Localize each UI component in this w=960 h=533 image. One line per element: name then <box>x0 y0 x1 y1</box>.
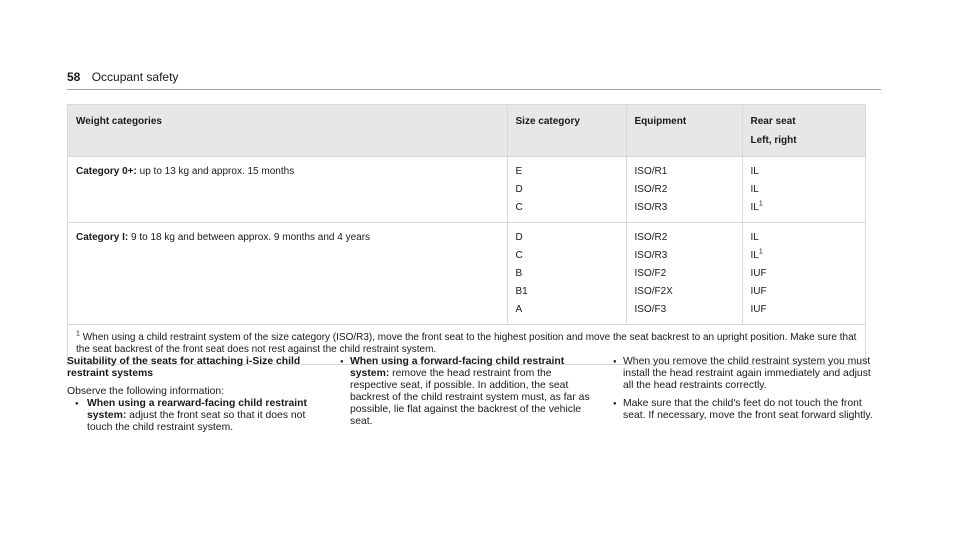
bullet-list <box>603 356 873 422</box>
bullet-lead: When using a forward-facing child restraint system: <box>350 356 565 379</box>
size-value: E <box>515 166 523 177</box>
size-value: B <box>515 268 523 279</box>
header-equipment: Equipment <box>626 105 742 157</box>
page-number: 58 <box>67 70 81 84</box>
rear-value: IL <box>750 232 759 243</box>
size-value: A <box>515 304 523 315</box>
bullet-lead: When using a rearward-facing child restraint system: <box>87 398 307 421</box>
category-text: up to 13 kg and approx. 15 months <box>136 166 295 177</box>
size-value: D <box>515 232 523 243</box>
table-row <box>68 157 865 223</box>
rear-value: IL <box>750 184 759 195</box>
equipment-value: ISO/R2 <box>634 184 668 195</box>
equipment-value: ISO/R2 <box>634 232 668 243</box>
footnote-text: When using a child restraint system of the size category (ISO/R3), move the front seat to the highest position and move the seat backrest to an upright position. Make sure that the seat backrest of the front seat does not rest against the child restraint system. <box>76 332 857 355</box>
page-header <box>67 70 178 84</box>
rear-seat-cell <box>742 223 865 325</box>
size-value: B1 <box>515 286 528 297</box>
rear-value: IL <box>750 166 759 177</box>
header-rear-line1: Rear seat <box>750 116 796 127</box>
section-heading: Suitability of the seats for attaching i-Size child restraint systems <box>67 356 301 379</box>
footnote-ref: 1 <box>758 200 763 208</box>
equipment-value: ISO/F2 <box>634 268 667 279</box>
table-row <box>68 223 865 325</box>
equipment-value: ISO/F2X <box>634 286 673 297</box>
equipment-value: ISO/R3 <box>634 202 668 213</box>
list-item <box>330 356 595 428</box>
header-size: Size category <box>507 105 626 157</box>
list-item: ● Make sure that the child's feet do not touch the front seat. If necessary, move the front seat forward slightly. <box>603 398 873 422</box>
equipment-value: ISO/R3 <box>634 250 668 261</box>
category-label: Category I: <box>76 232 129 243</box>
size-cell <box>507 157 626 223</box>
equipment-cell <box>626 223 742 325</box>
intro-text: Observe the following information: <box>67 386 225 397</box>
header-divider <box>67 89 881 90</box>
equipment-value: ISO/F3 <box>634 304 667 315</box>
list-item <box>67 398 322 434</box>
header-weight: Weight categories <box>68 105 507 157</box>
rear-value: IL <box>750 202 759 213</box>
bullet-list <box>330 356 595 428</box>
rear-value: IUF <box>750 304 767 315</box>
size-value: C <box>515 202 523 213</box>
bullet-text: adjust the front seat so that it does not touch the child restraint system. <box>87 410 306 433</box>
weight-cell <box>68 157 507 223</box>
header-rear-seat <box>742 105 865 157</box>
rear-value: IUF <box>750 268 767 279</box>
equipment-cell <box>626 157 742 223</box>
list-item: ● When you remove the child restraint system you must install the head restraint again immediately and adjust all the head restraints correctly. <box>603 356 873 392</box>
header-rear-line2: Left, right <box>750 135 797 146</box>
weight-cell <box>68 223 507 325</box>
rear-value: IUF <box>750 286 767 297</box>
equipment-value: ISO/R1 <box>634 166 668 177</box>
text-column-3 <box>603 356 873 422</box>
category-label: Category 0+: <box>76 166 137 177</box>
text-column-1 <box>67 356 322 434</box>
text-column-2 <box>330 356 595 428</box>
size-value: D <box>515 184 523 195</box>
rear-value: IL <box>750 250 759 261</box>
category-text: 9 to 18 kg and between approx. 9 months and 4 years <box>128 232 371 243</box>
seat-suitability-table <box>67 104 866 365</box>
bullet-text: remove the head restraint from the respective seat, if possible. In addition, the seat backrest of the child restraint system must, as far as possible, lie flat against the backrest of the vehicle seat. <box>350 368 590 427</box>
rear-seat-cell <box>742 157 865 223</box>
table-header-row <box>68 105 865 157</box>
size-cell <box>507 223 626 325</box>
rear-value-with-note <box>751 247 858 265</box>
rear-value-with-note <box>751 199 858 217</box>
size-value: C <box>515 250 523 261</box>
bullet-list <box>67 398 322 434</box>
footnote-ref: 1 <box>758 248 763 256</box>
footnote-marker: 1 <box>76 330 80 338</box>
section-title: Occupant safety <box>91 70 179 84</box>
